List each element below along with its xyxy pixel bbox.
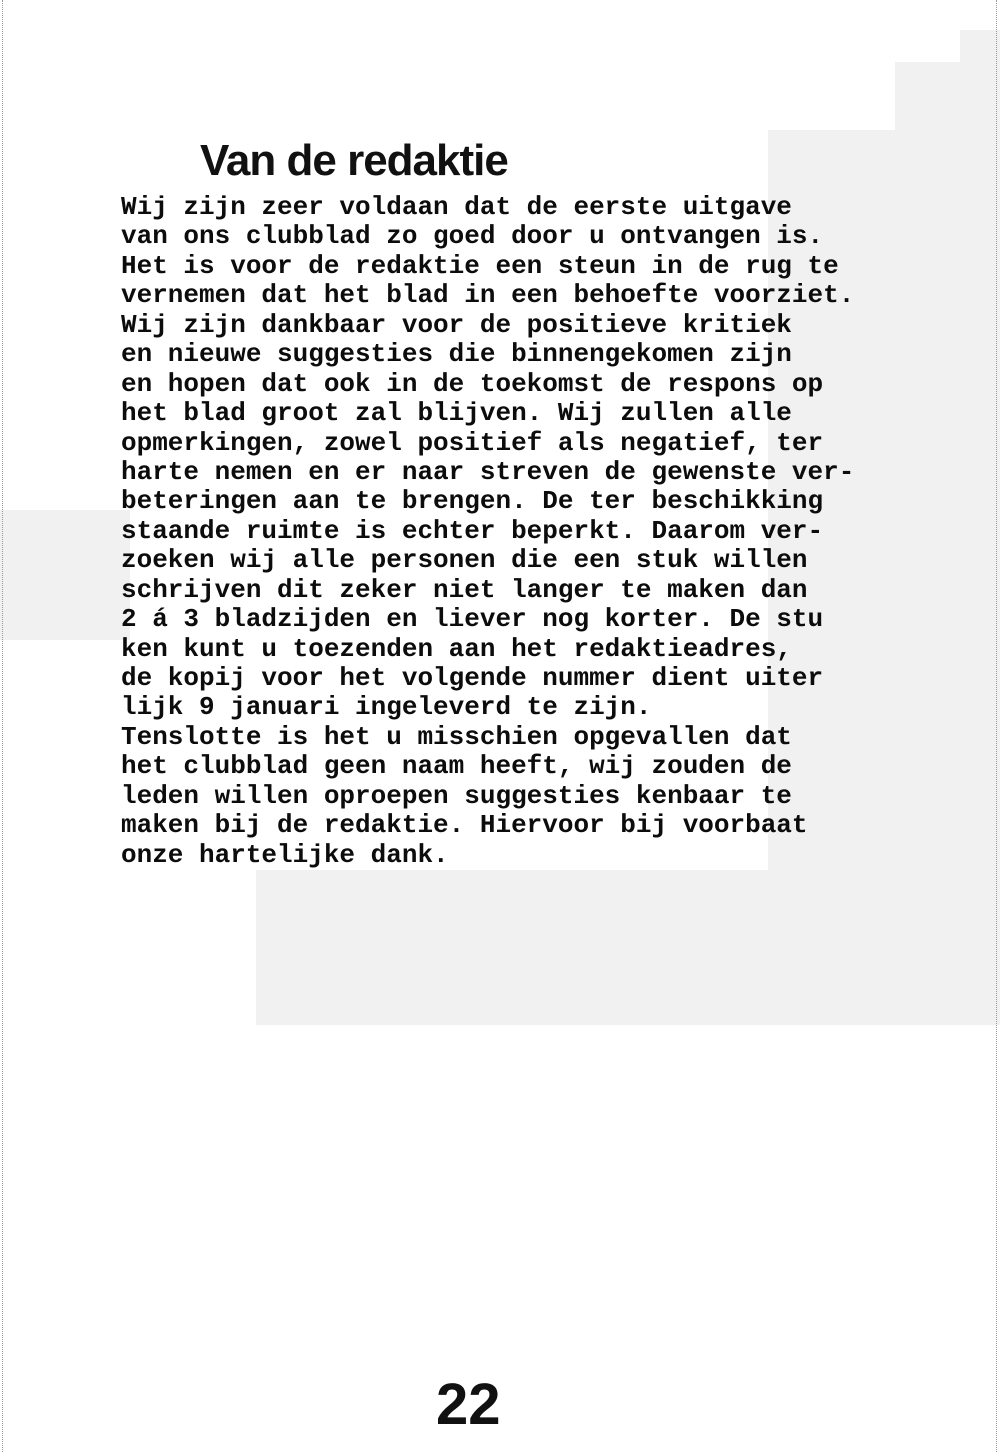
article-body [121, 193, 854, 870]
scan-shade-edge [960, 30, 1000, 70]
article-line: vernemen dat het blad in een behoefte voorziet. [121, 280, 855, 311]
article-line: en hopen dat ook in de toekomst de respons op [121, 368, 824, 399]
article-line: beteringen aan te brengen. De ter beschikking [121, 486, 824, 517]
page-border-left [2, 0, 3, 1452]
article-line: 2 á 3 bladzijden en liever nog korter. De stu [121, 604, 824, 635]
article-line: Tenslotte is het u misschien opgevallen dat [121, 721, 792, 752]
article-line: de kopij voor het volgende nummer dient uiter [121, 663, 824, 693]
article-line: zoeken wij alle personen die een stuk willen [121, 545, 808, 576]
scan-shade-top-right [895, 62, 1000, 142]
scan-shade-lower [256, 870, 776, 1025]
article-line: leden willen oproepen suggesties kenbaar te [121, 780, 792, 811]
page-border-right [996, 0, 997, 1452]
article-line: harte nemen en er naar streven de gewenste ver- [121, 456, 855, 487]
article-line: Wij zijn dankbaar voor de positieve kritiek [121, 309, 792, 340]
article-line: schrijven dit zeker niet langer te maken dan [121, 574, 808, 605]
article-line: ken kunt u toezenden aan het redaktieadres, [121, 633, 792, 664]
scan-shade-left [0, 510, 130, 640]
article-line: staande ruimte is echter beperkt. Daarom ver- [121, 515, 824, 546]
article-line: en nieuwe suggesties die binnengekomen zijn [121, 339, 792, 370]
article-line: het blad groot zal blijven. Wij zullen alle [121, 398, 792, 429]
article-line: maken bij de redaktie. Hiervoor bij voorbaat [121, 810, 808, 841]
article-title: Van de redaktie [200, 136, 508, 185]
article-line: lijk 9 januari ingeleverd te zijn. [121, 692, 652, 723]
article-line: onze hartelijke dank. [121, 839, 449, 870]
article-line: Wij zijn zeer voldaan dat de eerste uitgave [121, 192, 792, 222]
article-line: opmerkingen, zowel positief als negatief, ter [121, 427, 824, 458]
article-line: van ons clubblad zo goed door u ontvangen is. [121, 221, 824, 252]
page-number: 22 [436, 1372, 501, 1437]
article-line: het clubblad geen naam heeft, wij zouden de [121, 751, 792, 782]
article-line: Het is voor de redaktie een steun in de rug te [121, 250, 839, 281]
